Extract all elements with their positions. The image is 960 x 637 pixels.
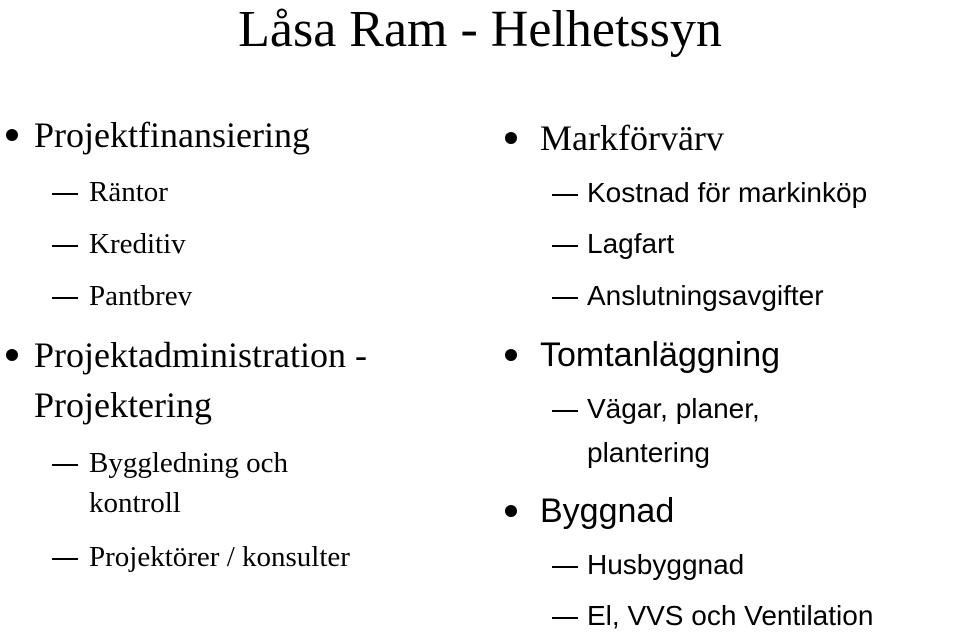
right-sub-kostnad: Kostnad för markinköp: [587, 177, 868, 208]
dash-marker: [552, 245, 578, 247]
dash-marker: [52, 193, 78, 195]
bullet-dot: [6, 129, 18, 141]
left-sub-rantor: Räntor: [89, 176, 168, 208]
bullet-dot: [505, 349, 517, 361]
right-sub-anslutningsavgifter: Anslutningsavgifter: [587, 280, 824, 311]
right-sub-el-vvs: El, VVS och Ventilation: [587, 600, 874, 631]
dash-marker: [552, 617, 578, 619]
dash-marker: [52, 464, 78, 466]
dash-marker: [52, 245, 78, 247]
bullet-dot: [6, 349, 18, 361]
bullet-dot: [505, 132, 517, 144]
left-sub-pantbrev: Pantbrev: [89, 280, 193, 312]
right-item-byggnad: Byggnad: [540, 492, 675, 530]
left-item-projektadministration: Projektadministration -: [34, 335, 367, 375]
right-item-tomtanlaggning: Tomtanläggning: [540, 336, 781, 374]
dash-marker: [552, 566, 578, 568]
left-sub-byggledning: Byggledning och: [89, 447, 288, 479]
dash-marker: [552, 410, 578, 412]
right-item-markforvarv: Markförvärv: [540, 118, 724, 158]
bullet-dot: [505, 505, 517, 517]
left-sub-projektorer: Projektörer / konsulter: [89, 541, 350, 573]
right-sub-vagar: Vägar, planer,: [587, 393, 760, 424]
left-sub-kontroll: kontroll: [89, 487, 181, 519]
slide-title: Låsa Ram - Helhetssyn: [238, 1, 722, 58]
dash-marker: [52, 297, 78, 299]
right-sub-plantering: plantering: [587, 437, 710, 468]
left-item-projektering: Projektering: [34, 385, 212, 425]
dash-marker: [552, 297, 578, 299]
left-sub-kreditiv: Kreditiv: [89, 228, 186, 260]
dash-marker: [52, 558, 78, 560]
dash-marker: [552, 194, 578, 196]
right-sub-husbyggnad: Husbyggnad: [587, 549, 745, 580]
right-sub-lagfart: Lagfart: [587, 228, 675, 259]
left-item-projektfinansiering: Projektfinansiering: [34, 115, 310, 155]
